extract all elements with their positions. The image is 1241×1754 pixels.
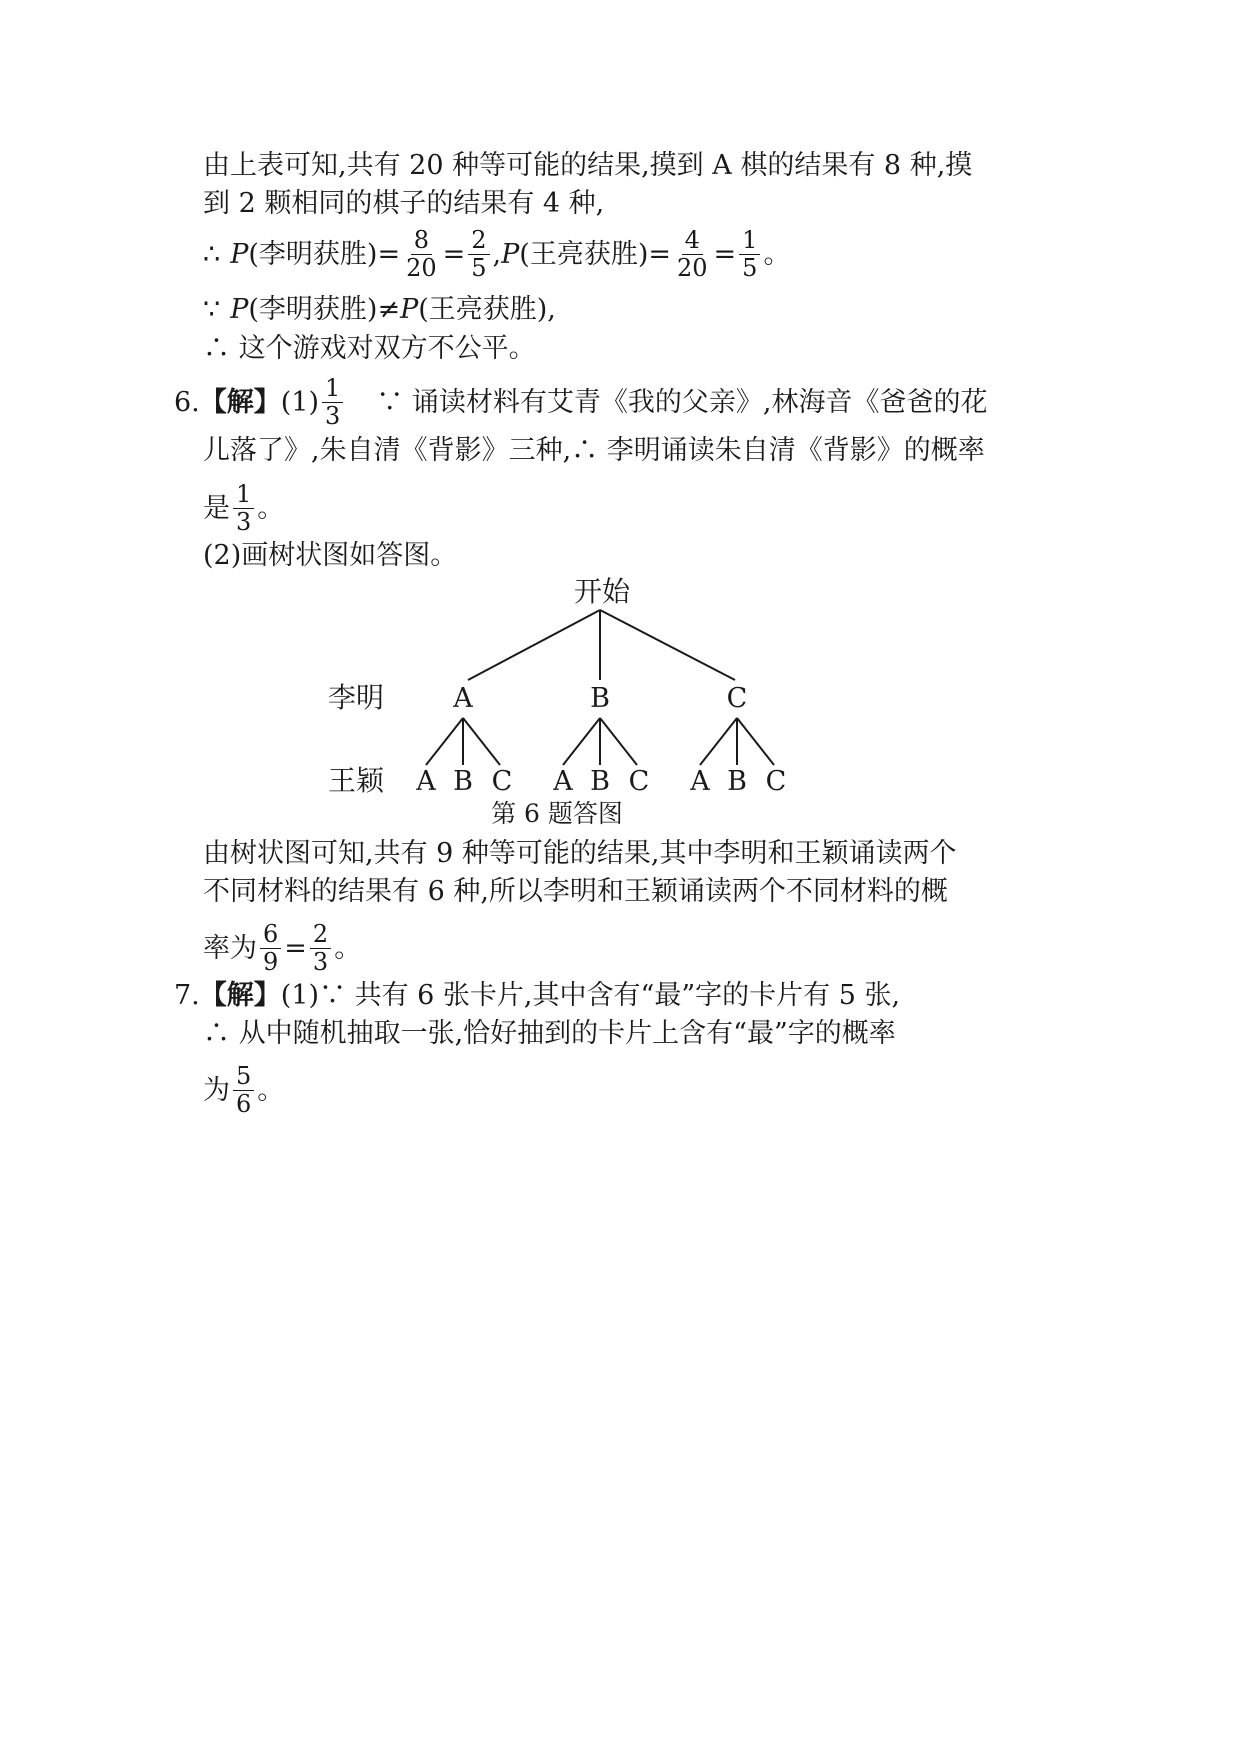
part-label: (1) <box>280 387 320 419</box>
comma: , <box>492 239 502 271</box>
period: 。 <box>257 1075 285 1107</box>
tree-row-label: 李明 <box>327 681 385 714</box>
therefore-symbol: ∴ <box>203 239 221 271</box>
line-text: 由上表可知,共有 20 种等可能的结果,摸到 A 棋的结果有 8 种,摸 <box>203 150 973 181</box>
denominator: 5 <box>471 254 487 283</box>
prob-symbol: P <box>501 239 520 271</box>
equals-sign: = <box>713 239 737 271</box>
tree-leaf: B <box>590 766 610 797</box>
denominator: 6 <box>236 1090 252 1119</box>
numerator: 2 <box>310 922 331 949</box>
tree-leaf: C <box>628 766 650 797</box>
tree-row-label: 王颖 <box>327 764 385 797</box>
period: 。 <box>257 493 285 525</box>
line-text: ∵ 诵读材料有艾青《我的父亲》,林海音《爸爸的花 <box>376 387 988 419</box>
prob-symbol: P <box>400 294 419 325</box>
tree-node: B <box>590 683 610 714</box>
tree-leaf: C <box>491 766 513 797</box>
tree-branch <box>700 718 737 765</box>
formula-line <box>203 1064 284 1117</box>
equals-sign: = <box>442 239 466 271</box>
numerator: 6 <box>260 922 281 949</box>
prob-symbol: P <box>230 239 249 271</box>
tree-leaf: A <box>416 766 436 797</box>
tree-branch <box>563 718 600 765</box>
numerator: 1 <box>233 482 254 509</box>
fraction <box>233 1064 254 1117</box>
event-text: (李明获胜) <box>248 294 378 325</box>
tree-branch <box>468 610 600 680</box>
fraction <box>310 922 331 975</box>
equals-sign: = <box>284 933 307 965</box>
tree-root: 开始 <box>573 575 631 608</box>
numerator: 1 <box>739 228 760 255</box>
tree-branch <box>600 610 735 680</box>
event-text: (李明获胜) <box>248 239 378 271</box>
formula-line <box>203 922 361 975</box>
tree-leaf: A <box>553 766 573 797</box>
figure-caption: 第 6 题答图 <box>491 799 623 828</box>
question-number: 6. <box>174 387 200 419</box>
solution-bracket: 【解】 <box>199 387 281 419</box>
numerator: 2 <box>468 228 489 255</box>
denominator: 5 <box>742 254 758 283</box>
solution-bracket: 【解】 <box>199 980 281 1011</box>
line-text: 率为 <box>203 933 257 965</box>
event-text: (王亮获胜), <box>418 294 556 325</box>
line-text: 为 <box>203 1075 230 1107</box>
denominator: 3 <box>236 508 252 537</box>
line-text: ∴ 这个游戏对双方不公平。 <box>203 333 536 364</box>
text-line <box>203 1020 896 1047</box>
tree-node: C <box>726 683 748 714</box>
not-equal-sign: ≠ <box>377 294 401 325</box>
fraction <box>260 922 281 975</box>
question-number: 7. <box>174 980 200 1011</box>
tree-leaf: A <box>690 766 710 797</box>
denominator: 3 <box>325 402 341 431</box>
line-text: 由树状图可知,共有 9 种等可能的结果,其中李明和王颖诵读两个 <box>203 838 957 869</box>
prob-symbol: P <box>230 294 249 325</box>
line-text: (1)∵ 共有 6 张卡片,其中含有“最”字的卡片有 5 张, <box>280 980 901 1011</box>
tree-leaf: B <box>727 766 747 797</box>
because-symbol: ∵ <box>203 294 221 325</box>
denominator: 3 <box>312 948 329 977</box>
question-7-line <box>174 982 900 1009</box>
text-line <box>203 878 948 905</box>
numerator: 8 <box>411 228 432 255</box>
period: 。 <box>763 239 791 271</box>
line-text: ∴ 从中随机抽取一张,恰好抽到的卡片上含有“最”字的概率 <box>203 1018 896 1049</box>
event-text: (王亮获胜) <box>519 239 649 271</box>
line-text: 不同材料的结果有 6 种,所以李明和王颖诵读两个不同材料的概 <box>203 876 948 907</box>
numerator: 4 <box>682 228 703 255</box>
equals-sign: = <box>648 239 671 271</box>
numerator: 1 <box>322 376 343 403</box>
tree-branch <box>600 718 637 765</box>
line-text: 到 2 颗相同的棋子的结果有 4 种, <box>203 188 605 219</box>
line-text: 儿落了》,朱自清《背影》三种,∴ 李明诵读朱自清《背影》的概率 <box>203 435 985 466</box>
tree-leaf: B <box>453 766 473 797</box>
numerator: 5 <box>233 1064 254 1091</box>
denominator: 9 <box>263 948 279 977</box>
denominator: 20 <box>676 254 708 283</box>
tree-branch <box>737 718 774 765</box>
tree-leaf: C <box>765 766 787 797</box>
tree-branch <box>426 718 463 765</box>
period: 。 <box>334 933 362 965</box>
denominator: 20 <box>406 254 437 283</box>
line-text: 是 <box>203 493 230 525</box>
line-text: (2)画树状图如答图。 <box>203 540 458 571</box>
tree-node: A <box>453 683 473 714</box>
equals-sign: = <box>377 239 401 271</box>
text-line <box>203 840 957 867</box>
tree-branch <box>463 718 500 765</box>
